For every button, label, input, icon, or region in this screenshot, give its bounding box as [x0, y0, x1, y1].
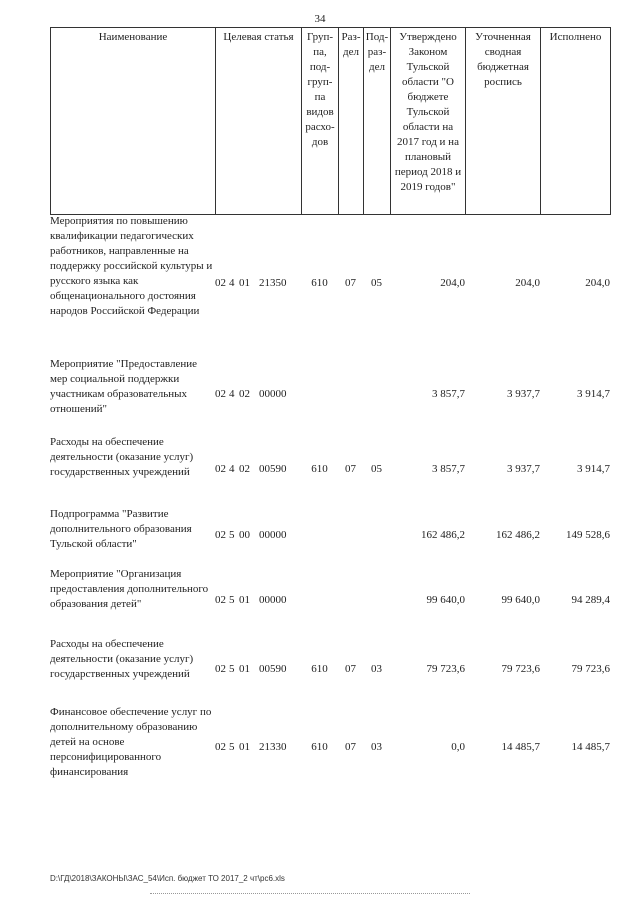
- header-executed: Исполнено: [541, 28, 611, 215]
- target-article-part: 4: [229, 277, 235, 289]
- table-row: [50, 433, 610, 505]
- row-target-article: [215, 565, 301, 635]
- row-executed: 14 485,7: [571, 740, 610, 753]
- row-refined: 14 485,7: [501, 740, 540, 753]
- target-article-part: 02: [215, 277, 226, 289]
- row-refined: 3 937,7: [507, 387, 540, 400]
- table-row: [50, 635, 610, 703]
- row-section: [338, 565, 363, 635]
- row-executed: 149 528,6: [566, 528, 610, 541]
- header-target-article: Целевая статья: [216, 28, 302, 215]
- row-refined: 79 723,6: [501, 662, 540, 675]
- row-target-article: [215, 505, 301, 565]
- row-refined: 3 937,7: [507, 462, 540, 475]
- target-article-part: 01: [239, 662, 250, 675]
- header-refined: Уточненная сводная бюджетная роспись: [466, 28, 541, 215]
- target-article-part: 02: [239, 462, 250, 475]
- footer-divider: [150, 893, 470, 894]
- table-row: [50, 565, 610, 635]
- row-approved: 3 857,7: [432, 462, 465, 475]
- target-article-part: 02: [215, 740, 226, 753]
- row-expense-group: 610: [311, 740, 328, 753]
- row-name: Расходы на обеспечение деятельности (оказание услуг) государственных учреждений: [50, 436, 194, 478]
- file-path-footer: D:\ГД\2018\ЗАКОНЫ\ЗАС_54\Исп. бюджет ТО 2017_2 чт\рc6.xls: [50, 874, 285, 883]
- target-article-part: 21330: [259, 740, 287, 753]
- target-article-part: 00000: [259, 387, 287, 400]
- row-subsection: 05: [371, 462, 382, 475]
- row-subsection: [363, 565, 390, 635]
- row-executed: 3 914,7: [577, 462, 610, 475]
- row-section: [338, 355, 363, 433]
- row-target-article: [215, 703, 301, 791]
- target-article-part: 5: [229, 740, 235, 753]
- row-target-article: [215, 212, 301, 355]
- table-row: [50, 355, 610, 433]
- row-refined: 204,0: [515, 277, 540, 289]
- row-section: [338, 505, 363, 565]
- row-expense-group: 610: [311, 662, 328, 675]
- target-article-part: 02: [215, 387, 226, 400]
- target-article-part: 21350: [259, 277, 287, 289]
- target-article-part: 4: [229, 462, 235, 475]
- target-article-part: 00000: [259, 593, 287, 606]
- header-subsection: Под-раз-дел: [364, 28, 391, 215]
- row-subsection: [363, 505, 390, 565]
- page-number: 34: [314, 13, 326, 25]
- row-target-article: [215, 433, 301, 505]
- target-article-part: 02: [215, 593, 226, 606]
- row-expense-group: [301, 355, 338, 433]
- row-expense-group: [301, 565, 338, 635]
- row-section: 07: [345, 462, 356, 475]
- header-section: Раз-дел: [339, 28, 364, 215]
- row-expense-group: 610: [311, 462, 328, 475]
- row-approved: 99 640,0: [426, 593, 465, 606]
- target-article-part: 5: [229, 528, 235, 541]
- header-expense-group: Груп-па, под-груп-па видов расхо-дов: [302, 28, 339, 215]
- row-name: Финансовое обеспечение услуг по дополнительному образованию детей на основе персонифицированного финансирования: [50, 706, 212, 778]
- row-approved: 79 723,6: [426, 662, 465, 675]
- table-header: [50, 27, 611, 215]
- row-section: 07: [345, 740, 356, 753]
- target-article-part: 02: [239, 387, 250, 400]
- budget-table: [50, 212, 610, 791]
- header-name: Наименование: [51, 28, 216, 215]
- target-article-part: 00: [239, 528, 250, 541]
- target-article-part: 5: [229, 662, 235, 675]
- row-subsection: 03: [371, 740, 382, 753]
- row-executed: 79 723,6: [571, 662, 610, 675]
- row-refined: 162 486,2: [496, 528, 540, 541]
- row-approved: 162 486,2: [421, 528, 465, 541]
- target-article-part: 5: [229, 593, 235, 606]
- row-approved: 0,0: [451, 740, 465, 753]
- row-section: 07: [345, 662, 356, 675]
- target-article-part: 00590: [259, 462, 287, 475]
- row-section: 07: [345, 277, 356, 289]
- target-article-part: 4: [229, 387, 235, 400]
- table-row: [50, 505, 610, 565]
- row-expense-group: [301, 505, 338, 565]
- row-target-article: [215, 635, 301, 703]
- row-name: Подпрограмма "Развитие дополнительного образования Тульской области": [50, 508, 192, 550]
- row-target-article: [215, 355, 301, 433]
- target-article-part: 02: [215, 662, 226, 675]
- header-approved: Утверждено Законом Тульской области "О бюджете Тульской области на 2017 год и на плановый период 2018 и 2019 годов": [391, 28, 466, 215]
- target-article-part: 02: [215, 528, 226, 541]
- row-executed: 3 914,7: [577, 387, 610, 400]
- row-subsection: 05: [371, 277, 382, 289]
- row-name: Расходы на обеспечение деятельности (оказание услуг) государственных учреждений: [50, 638, 194, 680]
- target-article-part: 00000: [259, 528, 287, 541]
- row-refined: 99 640,0: [501, 593, 540, 606]
- target-article-part: 01: [239, 740, 250, 753]
- row-name: Мероприятия по повышению квалификации педагогических работников, направленные на поддержку российской культуры и русского языка как общенационального достояния народов Российской Федерации: [50, 215, 213, 317]
- row-expense-group: 610: [311, 277, 328, 289]
- row-executed: 204,0: [585, 277, 610, 289]
- table-row: [50, 212, 610, 355]
- row-executed: 94 289,4: [571, 593, 610, 606]
- target-article-part: 01: [239, 593, 250, 606]
- row-subsection: [363, 355, 390, 433]
- row-subsection: 03: [371, 662, 382, 675]
- row-name: Мероприятие "Предоставление мер социальной поддержки участникам образовательных отношений": [50, 358, 198, 415]
- table-row: [50, 703, 610, 791]
- target-article-part: 01: [239, 277, 250, 289]
- row-approved: 3 857,7: [432, 387, 465, 400]
- target-article-part: 00590: [259, 662, 287, 675]
- row-name: Мероприятие "Организация предоставления дополнительного образования детей": [50, 568, 209, 610]
- row-approved: 204,0: [440, 277, 465, 289]
- target-article-part: 02: [215, 462, 226, 475]
